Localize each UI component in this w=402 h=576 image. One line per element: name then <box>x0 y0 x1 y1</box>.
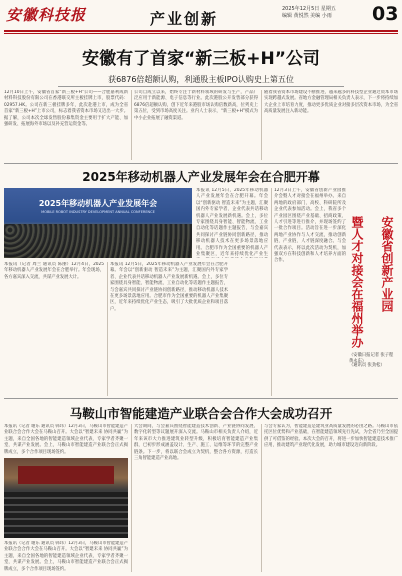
header-rule-thin <box>4 33 398 34</box>
story1-subheadline: 获6876倍超额认购，利通股主板IPO认购史上第五位 <box>108 75 294 84</box>
assembly-photo <box>4 458 128 538</box>
column-divider <box>131 90 132 160</box>
section-divider <box>4 163 398 164</box>
newspaper-logo: 安徽科技报 <box>6 6 87 24</box>
section-divider <box>4 398 398 399</box>
story3-body-right: 与会专家认为，智能建造是建筑业高质量发展的必由之路。马鞍山市依托区位优势和产业基础，在智能建造领域先行先试，为全省乃至全国提供了可借鉴的经验。本次大会的召开，将进一步加快智能建造技术推广应用，推动建筑产业现代化发展，助力城市建设迈向新阶段。 <box>264 424 398 449</box>
photo-stage-title: 2025年移动机器人产业发展年会 <box>38 199 158 208</box>
story3-headline: 马鞍山市智能建造产业联合会合作大会成功召开 <box>69 406 333 421</box>
column-divider <box>107 262 108 396</box>
column-divider <box>261 424 262 572</box>
header-rule <box>4 30 398 32</box>
sidebar-author: （安徽日报记者 张子程 黄永东） <box>349 353 394 364</box>
story2-caption-body: 本报讯（记者 周兰 通讯员 陈丽）12月4日，2025年移动机器人产业发展年会在合肥举行。年会现场，各方嘉宾深入交流，共谋产业发展大计。 <box>4 262 104 280</box>
section-title: 产业创新 <box>150 10 219 28</box>
story1-body-left: 12月10日上午，安徽省首家“新三板+H”公司——合肥嘉利成新材料科技股份有限公司在香港联交所主板挂牌上市，股票代码：02957.HK。公司在新三板挂牌多年，此次赴港上市，成为全省首家“新三板+H”上市公司，标志着我省资本市场又迈出一大步。据了解，公司本次全球发售股份募集资金主要用于扩大产能、加强研发、拓展海外市场以及补充营运资金等。 <box>4 90 128 128</box>
sidebar-vertical-headline-b: 暨人才对接会在福州举办 <box>350 216 364 348</box>
date-info <box>282 6 372 20</box>
story3-body-left-cont: 本报讯（记者 谢东 通讯员 韩玮）12月3日，马鞍山市智能建造产业联合会合作大会在马鞍山召开。大会以“智建未来 协同共赢”为主题，来自全国各地的智能建造领域企业代表、专家学者齐聚一堂，共谋产业发展。会上，马鞍山市智能建造产业联合会正式揭牌成立，多个合作项目现场签约。 <box>4 541 128 572</box>
story1-body-right: 随着我省资本市场建设不断推进，越来越多的科技型企业通过资本市场实现跨越式发展。省地方金融管理局相关负责人表示，下一步将持续加大企业上市培育力度，推动更多优质企业对接多层次资本市场，为全省高质量发展注入新动能。 <box>264 90 398 115</box>
column-divider <box>271 188 272 396</box>
page-number: 03 <box>372 3 399 25</box>
story2-headline: 2025年移动机器人产业发展年会在合肥开幕 <box>82 170 320 184</box>
conference-photo <box>4 188 192 258</box>
photo-stage-subtitle: MOBILE ROBOT INDUSTRY DEVELOPMENT ANNUAL CONFERENCE <box>41 210 155 214</box>
sidebar-vertical-headline-a: 安徽省创新产业园 <box>380 216 394 312</box>
sidebar-body: 12月3日上午，安徽省创新产业园推介会暨人才对接会在福州举办。来自两地的政府部门、高校、科研院所及企业代表参加活动。会上，我省多个产业园区围绕产业基础、招商政策、人才引进等进行推介，并现场签约了一批合作项目。活动旨在进一步深化两地产业协作与人才交流，推动创新链、产业链、人才链深度融合。与会代表表示，将以此次活动为契机，加强双方在科技创新和人才培养方面的合作。 <box>274 188 346 264</box>
story1-body-mid: 公司自成立以来，始终专注于新材料领域的研发与生产，产品广泛应用于新能源、电子信息等行业。此次港股公开发售部分获得6876倍超额认购，创下近年来港股市场认购倍数新高，位列史上第五位，受到市场高度关注。业内人士表示，“新三板+H”模式为中小企业拓展了融资渠道。 <box>134 90 258 121</box>
story3-body-left: 本报讯（记者 谢东 通讯员 韩玮）12月3日，马鞍山市智能建造产业联合会合作大会在马鞍山召开。大会以“智建未来 协同共赢”为主题，来自全国各地的智能建造领域企业代表、专家学者齐聚一堂，共谋产业发展。会上，马鞍山市智能建造产业联合会正式揭牌成立，多个合作项目现场签约。 <box>4 424 128 455</box>
headline-divider <box>58 86 344 87</box>
story1-headline: 安徽有了首家“新三板+H”公司 <box>82 49 320 69</box>
column-divider <box>131 424 132 572</box>
sidebar-author2: （通讯员 张劲松） <box>349 363 385 368</box>
column-divider <box>261 90 262 160</box>
story2-body: 本报讯 12月5日，2025年移动机器人产业发展年会在合肥开幕。年会以“创新驱动 智造未来”为主题，汇聚国内外专家学者、企业代表共话移动机器人产业发展新机遇。会上，多位专家围绕具身智能、智能物流、工业自动化等话题作主题报告，与会嘉宾共同探讨产业链协同创新路径，推动移动机器人技术在更多场景落地应用。合肥市作为全国重要的机器人产业集聚区，近年来持续优化产业生态，吸引了大批优质企业和项目落户。 <box>110 262 228 312</box>
editor-line: 编辑 黄悦然 美编 小雨 <box>282 13 332 19</box>
story2-body-top: 本报讯 12月5日，2025年移动机器人产业发展年会在合肥开幕。年会以“创新驱动 智造未来”为主题，汇聚国内外专家学者、企业代表共话移动机器人产业发展新机遇。会上，多位专家围绕具身智能、智能物流、工业自动化等话题作主题报告，与会嘉宾共同探讨产业链协同创新路径，推动移动机器人技术在更多场景落地应用。合肥市作为全国重要的机器人产业集聚区，近年来持续优化产业生 <box>196 188 268 258</box>
masthead <box>6 4 124 28</box>
story3-body-mid: 大会期间，与会嘉宾围绕智能建造技术创新、产业链协同发展、数字化转型等议题展开深入交流。马鞍山市相关负责人介绍，近年来该市大力推进建筑业转型升级，积极培育智能建造产业集群，已初步形成涵盖设计、生产、施工、运维等环节的完整产业链条。下一步，将以联合会成立为契机，整合各方资源，打造长三角智能建造产业高地。 <box>134 424 258 462</box>
date-line: 2025年12月5日 星期五 <box>282 6 336 12</box>
audience-rows <box>4 492 128 538</box>
photo-stage-banner <box>18 466 114 484</box>
audience-crowd <box>4 224 192 258</box>
